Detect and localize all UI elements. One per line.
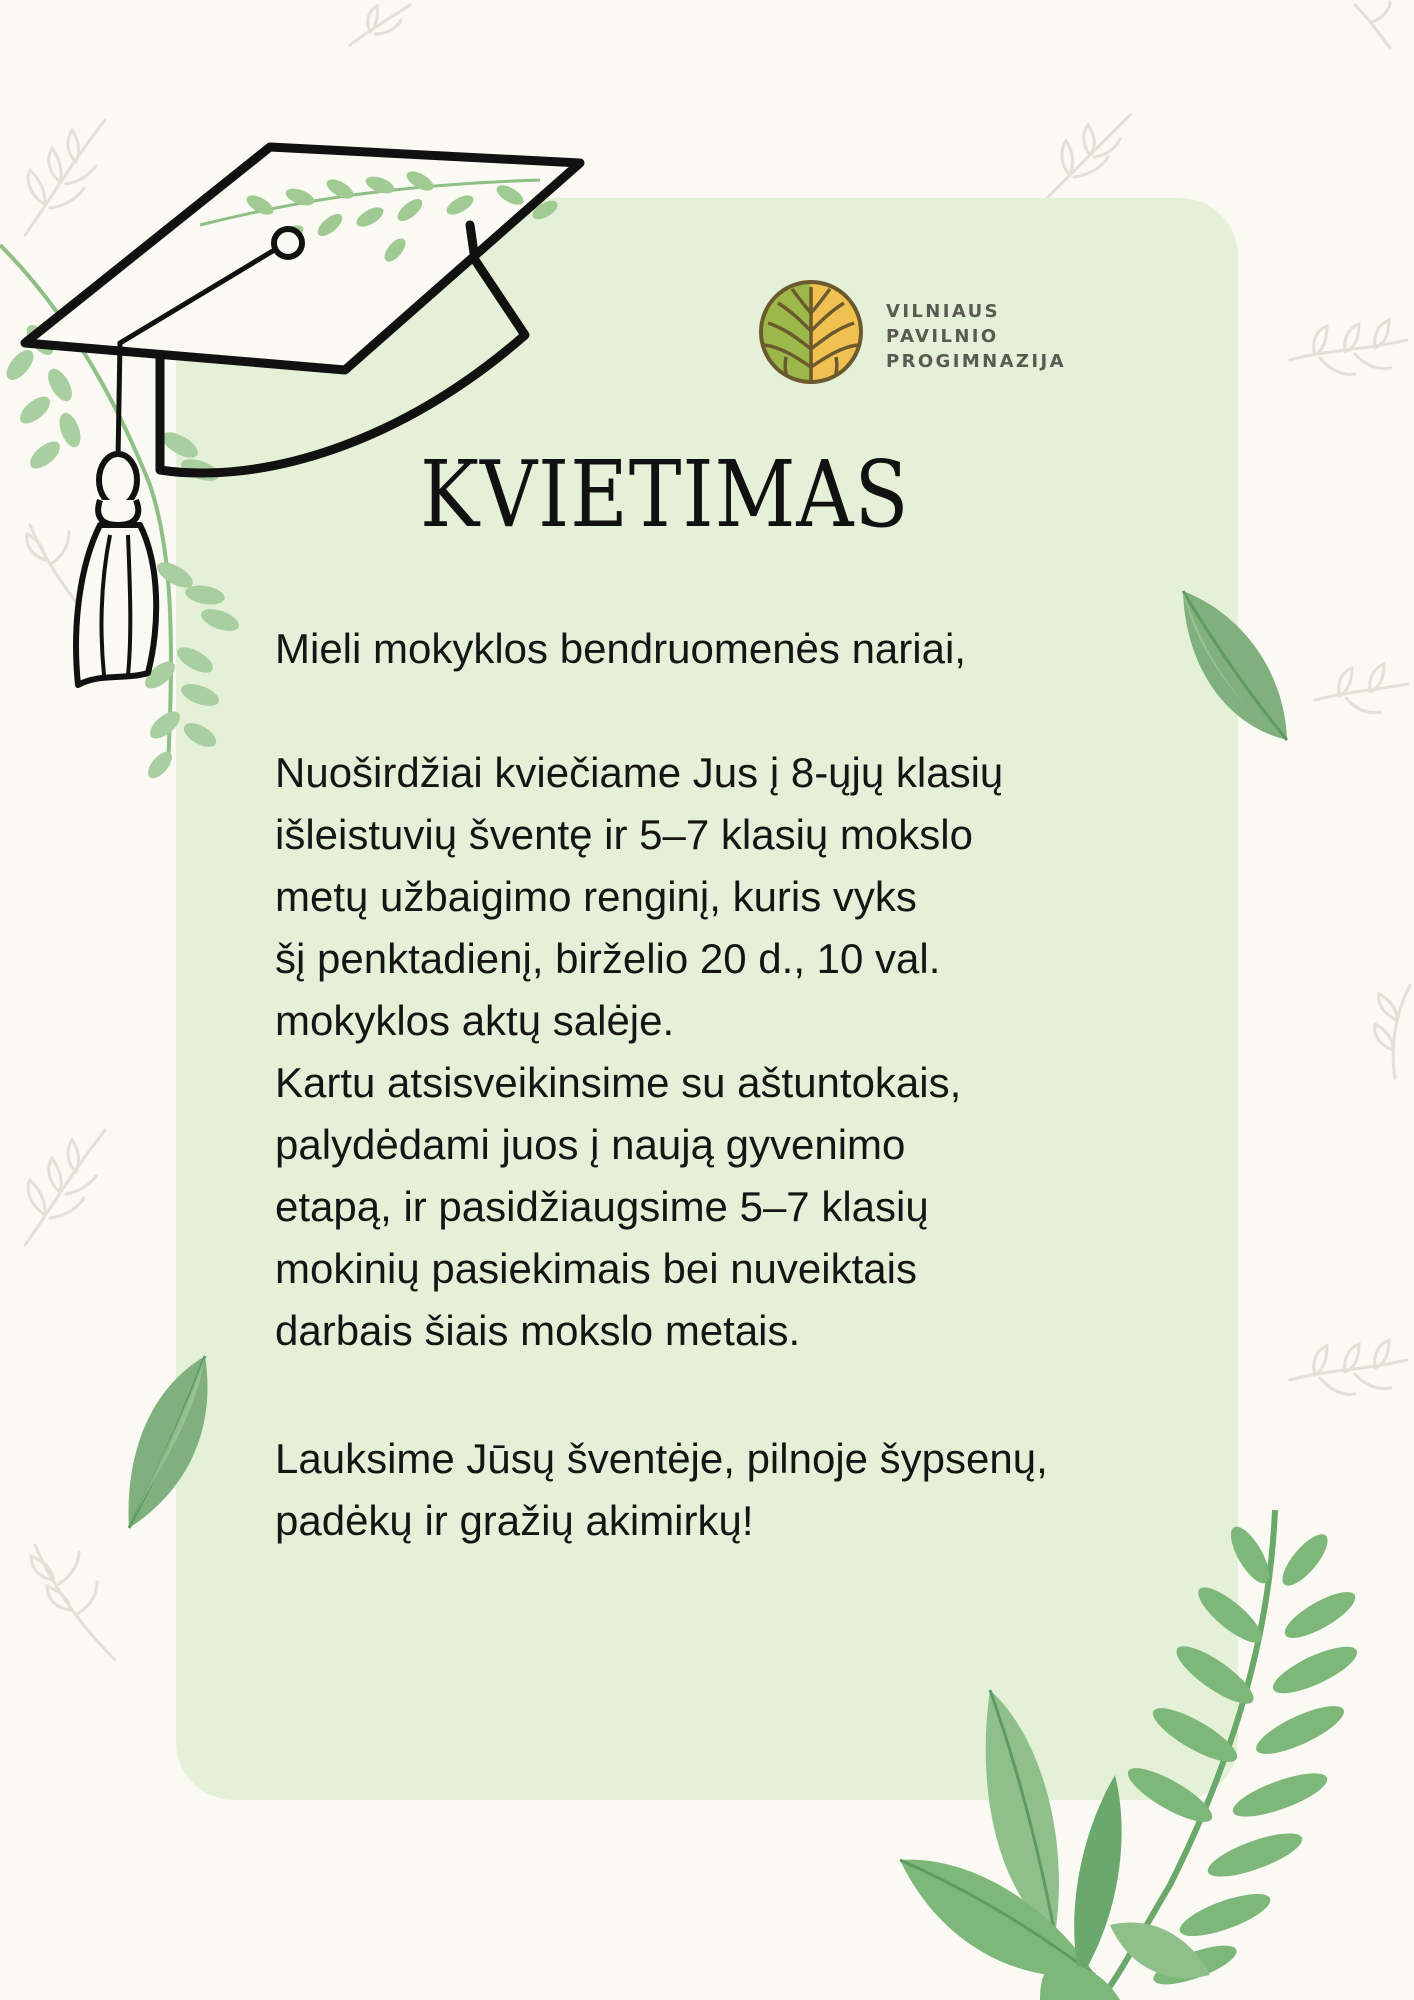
body-line: etapą, ir pasidžiaugsime 5–7 klasių bbox=[275, 1183, 929, 1230]
sprig-icon bbox=[10, 1120, 120, 1250]
school-name-line: PAVILNIO bbox=[886, 326, 999, 347]
body-line: Nuoširdžiai kviečiame Jus į 8-ųjų klasių bbox=[275, 749, 1004, 796]
body-line: metų užbaigimo renginį, kuris vyks bbox=[275, 873, 917, 920]
body-line: palydėdami juos į naują gyvenimo bbox=[275, 1121, 906, 1168]
sprig-icon bbox=[1350, 0, 1414, 50]
school-name-line: VILNIAUS bbox=[886, 301, 1001, 322]
closing-line: Lauksime Jūsų šventėje, pilnoje šypsenų, bbox=[275, 1435, 1048, 1482]
closing-line: padėkų ir gražių akimirkų! bbox=[275, 1497, 754, 1544]
sprig-icon bbox=[1030, 105, 1140, 205]
school-name-line: PROGIMNAZIJA bbox=[886, 351, 1066, 372]
body-line: išleistuvių šventę ir 5–7 klasių mokslo bbox=[275, 811, 973, 858]
leaf-icon bbox=[1175, 585, 1295, 745]
invitation-title: KVIETIMAS bbox=[420, 441, 910, 548]
body-line: šį penktadienį, birželio 20 d., 10 val. bbox=[275, 935, 941, 982]
body-line: mokyklos aktų salėje. bbox=[275, 997, 675, 1044]
sprig-icon bbox=[345, 0, 415, 50]
sprig-icon bbox=[1285, 310, 1410, 390]
fern-icon bbox=[880, 1505, 1414, 2000]
greeting-text: Mieli mokyklos bendruomenės nariai, bbox=[275, 625, 966, 672]
sprig-icon bbox=[15, 1540, 125, 1670]
body-line: darbais šiais mokslo metais. bbox=[275, 1307, 801, 1354]
tree-logo-icon bbox=[756, 277, 866, 387]
leaf-icon bbox=[125, 1352, 215, 1532]
sprig-icon bbox=[1365, 980, 1414, 1080]
invitation-body bbox=[275, 742, 1003, 1362]
school-logo bbox=[756, 275, 1116, 390]
sprig-icon bbox=[1310, 650, 1410, 730]
body-line: mokinių pasiekimais bei nuveiktais bbox=[275, 1245, 917, 1292]
body-line: Kartu atsisveikinsime su aštuntokais, bbox=[275, 1059, 962, 1106]
sprig-icon bbox=[1285, 1330, 1410, 1410]
school-name bbox=[886, 299, 1066, 374]
